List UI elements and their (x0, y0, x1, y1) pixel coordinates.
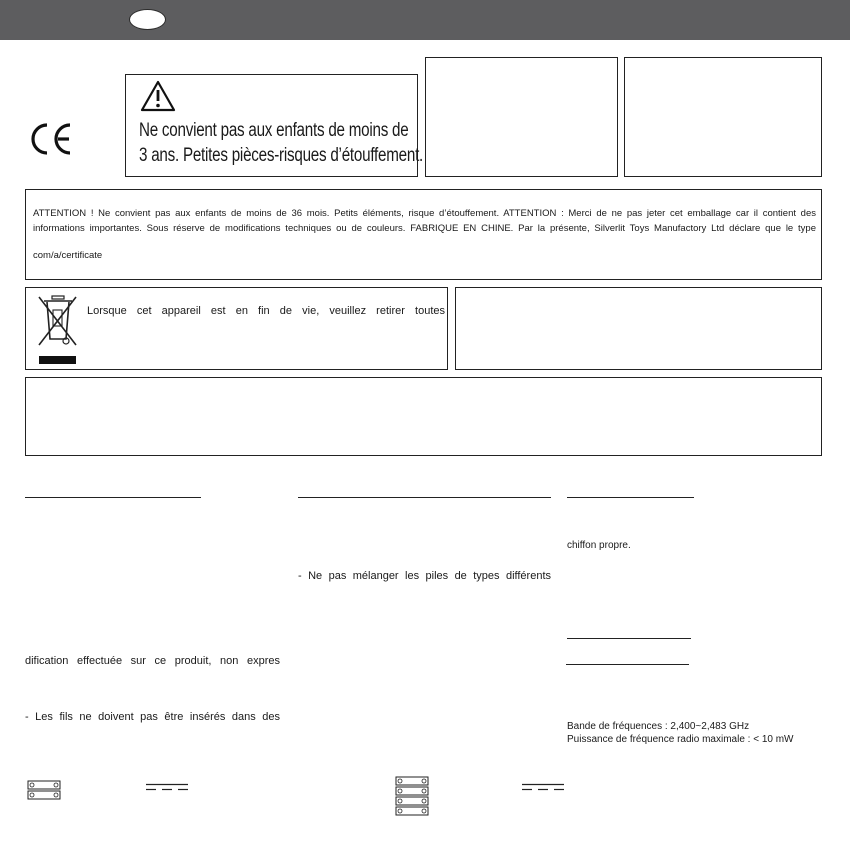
attention-line-3: com/a/certificate (33, 250, 103, 261)
left-column-line-1: dification effectuée sur ce produit, non expres (25, 655, 280, 667)
disposal-text: Lorsque cet appareil est en fin de vie, veuillez retirer toutes (87, 305, 445, 317)
warning-triangle-icon (140, 80, 176, 112)
ce-mark (27, 121, 73, 157)
ce-logo-icon (27, 121, 73, 157)
left-column-line-2: - Les fils ne doivent pas être insérés dans des (25, 711, 280, 723)
right-column-rule-2 (567, 638, 691, 639)
crossed-bin-icon (36, 293, 80, 365)
empty-box-top-1 (425, 57, 618, 177)
right-column-rule-3 (566, 664, 689, 665)
empty-box-mid (455, 287, 822, 370)
middle-column-line-1: - Ne pas mélanger les piles de types différents (298, 570, 551, 582)
attention-line-2: informations importantes. Sous réserve de modifications techniques ou de couleurs. FABRIQUE EN CHINE. Par la présente, Silverlit Toys Manufactory Ltd déclare que le type (33, 223, 816, 234)
attention-box (25, 189, 822, 280)
empty-box-top-2 (624, 57, 822, 177)
dc-symbol-icon (146, 783, 188, 791)
battery-quad-icon (395, 776, 429, 818)
language-badge (129, 9, 166, 30)
max-rf-power: Puissance de fréquence radio maximale : < 10 mW (567, 734, 794, 745)
attention-line-1: ATTENTION ! Ne convient pas aux enfants de moins de 36 mois. Petits éléments, risque d’étouffement. ATTENTION : Merci de ne pas jeter cet emballage car il contient des (33, 208, 816, 219)
empty-box-wide (25, 377, 822, 456)
right-column-line-1: chiffon propre. (567, 540, 631, 551)
warning-line-1: Ne convient pas aux enfants de moins de (139, 120, 409, 141)
dc-symbol-icon-2 (522, 783, 564, 791)
warning-line-2: 3 ans. Petites pièces-risques d’étouffement. (139, 145, 424, 166)
battery-pair-icon (27, 780, 61, 800)
header-bar (0, 0, 850, 40)
disposal-box (25, 287, 448, 370)
left-column-rule (25, 497, 201, 498)
choking-warning-box (125, 74, 424, 177)
middle-column-rule (298, 497, 551, 498)
frequency-band: Bande de fréquences : 2,400~2,483 GHz (567, 721, 750, 732)
right-column-rule-1 (567, 497, 694, 498)
